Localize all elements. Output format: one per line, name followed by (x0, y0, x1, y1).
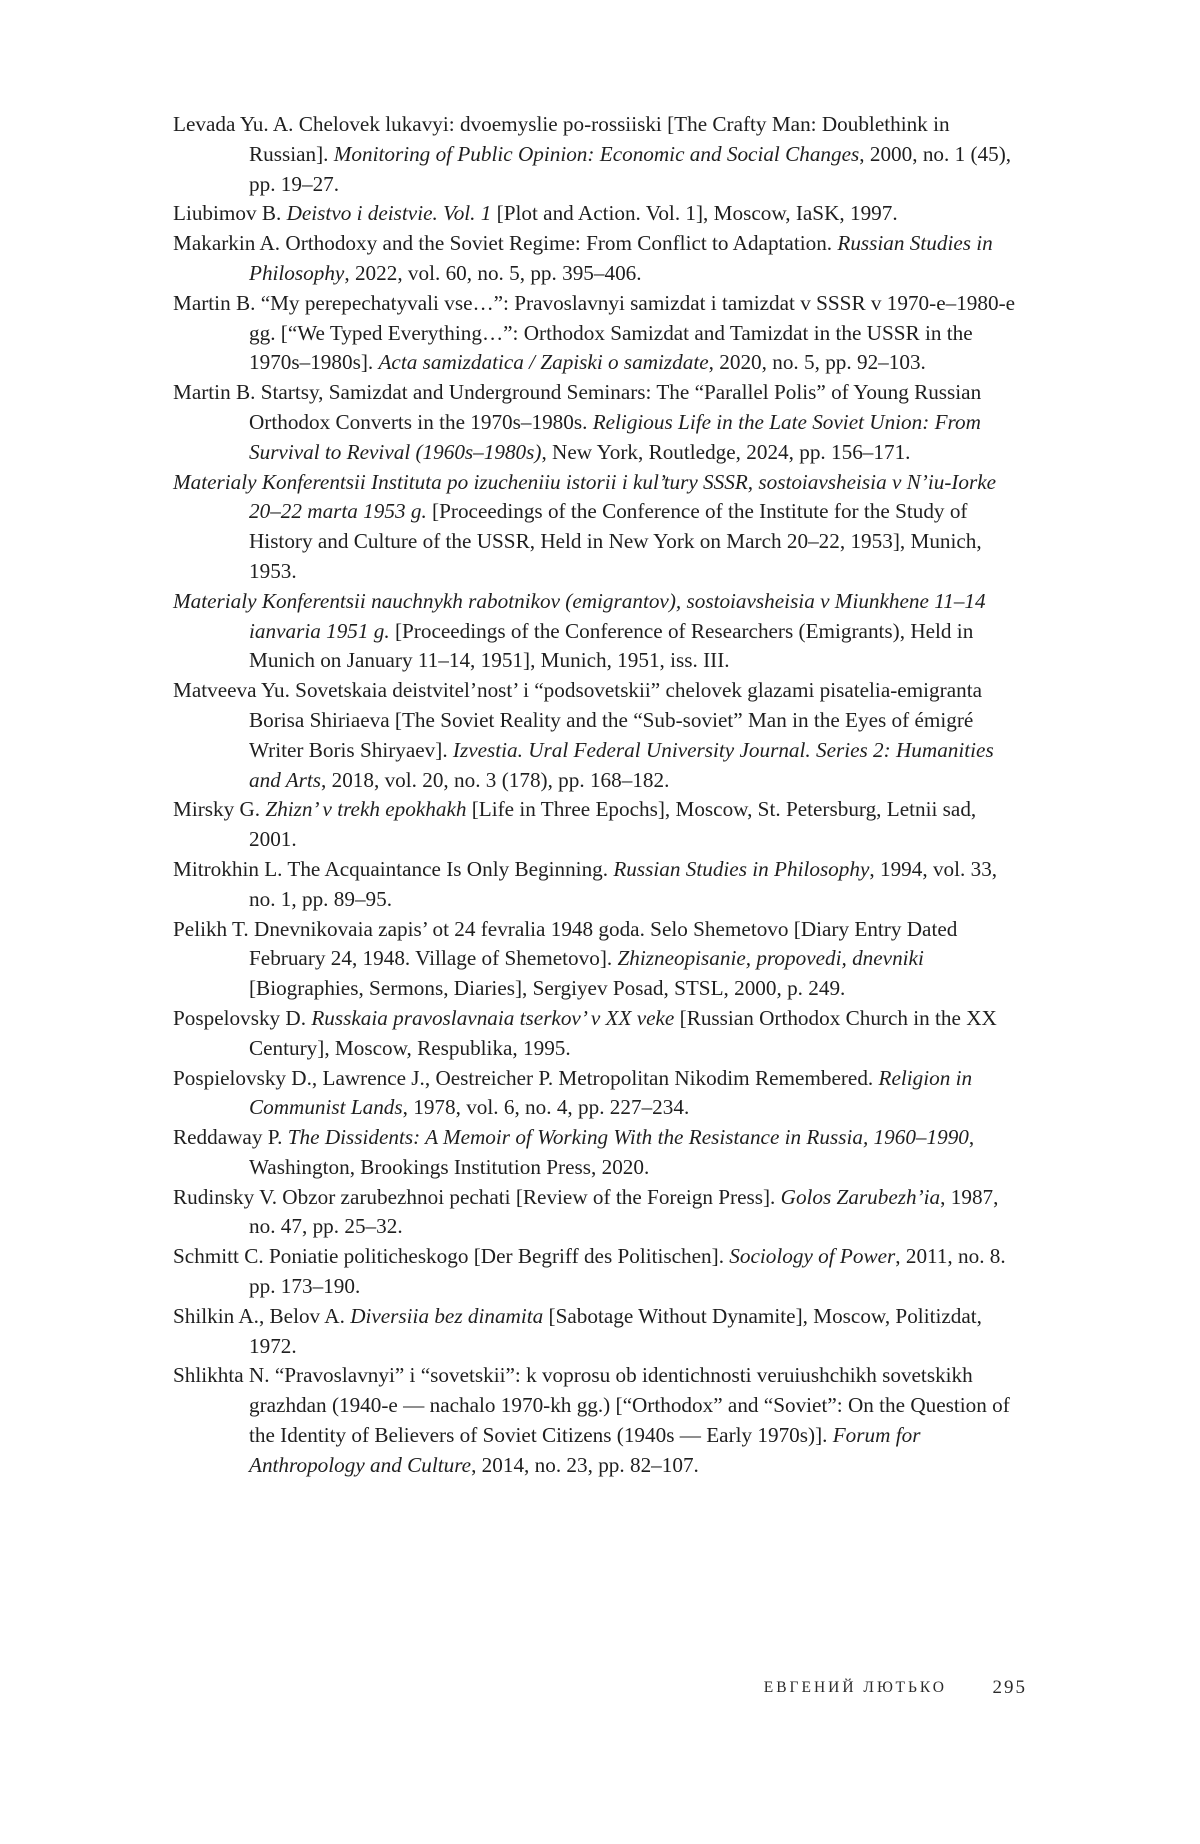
reference-title-italic: Golos Zarubezh’ia (780, 1184, 941, 1209)
reference-title-italic: Zhizneopisanie, propovedi, dnevniki (617, 946, 924, 971)
reference-title-italic: Acta samizdatica / Zapiski o samizdate (378, 350, 709, 375)
reference-text: , 2022, vol. 60, no. 5, pp. 395–406. (344, 260, 642, 285)
reference-title-italic: Zhizn’ v trekh epokhakh (265, 797, 467, 822)
page-footer (0, 1673, 1200, 1703)
reference-text: , 1987, no. 47, pp. 25–32. (249, 1184, 999, 1239)
reference-title-italic: Diversiia bez dinamita (350, 1303, 544, 1328)
reference-list (173, 110, 1027, 1481)
reference-entry (173, 676, 1027, 795)
reference-text: Mitrokhin L. The Acquaintance Is Only Beginning. (173, 856, 614, 881)
reference-title-italic: Izvestia. Ural Federal University Journal. Series 2: Humanities and Arts (249, 737, 994, 792)
reference-text: Matveeva Yu. Sovetskaia deistvitel’nost’ i “podsovetskii” chelovek glazami pisatelia-emigranta Borisa Shiriaeva [The Soviet Reality and the “Sub-soviet” Man in the Eyes of émigré Writer Boris Shiryaev]. (173, 678, 982, 762)
reference-text: , 2014, no. 23, pp. 82–107. (471, 1452, 699, 1477)
reference-entry (173, 1183, 1027, 1243)
reference-text: Martin B. “My perepechatyvali vse…”: Pravoslavnyi samizdat i tamizdat v SSSR v 1970-e–1980-e gg. [“We Typed Everything…”: Orthodox Samizdat and Tamizdat in the USSR in the 1970s–1980s]. (173, 290, 1016, 375)
page-number: 295 (992, 1677, 1027, 1698)
reference-text: Reddaway P. (173, 1125, 288, 1150)
reference-text: , 1994, vol. 33, no. 1, pp. 89–95. (249, 856, 998, 911)
reference-text: [Life in Three Epochs], Moscow, St. Petersburg, Letnii sad, 2001. (249, 797, 977, 852)
reference-title-italic: Sociology of Power (729, 1244, 896, 1269)
reference-entry (173, 289, 1027, 378)
reference-text: , 1978, vol. 6, no. 4, pp. 227–234. (402, 1095, 690, 1120)
reference-entry (173, 1004, 1027, 1064)
reference-entry (173, 229, 1027, 289)
reference-text: [Proceedings of the Conference of Researchers (Emigrants), Held in Munich on January 11–14, 1951], Munich, 1951, iss. III. (249, 618, 974, 673)
reference-text: , 2011, no. 8. pp. 173–190. (249, 1244, 1006, 1299)
reference-text: , Washington, Brookings Institution Press, 2020. (249, 1125, 975, 1179)
reference-entry (173, 587, 1027, 676)
reference-text: Shilkin A., Belov A. (173, 1303, 351, 1328)
reference-text: Makarkin A. Orthodoxy and the Soviet Regime: From Conflict to Adaptation. (173, 231, 838, 256)
reference-entry (173, 378, 1027, 467)
reference-text: Liubimov B. (173, 201, 287, 226)
reference-text: , 2000, no. 1 (45), pp. 19–27. (249, 141, 1012, 196)
reference-text: [Sabotage Without Dynamite], Moscow, Politizdat, 1972. (249, 1303, 982, 1358)
reference-entry (173, 1361, 1027, 1480)
reference-text: Pospelovsky D. (173, 1005, 312, 1030)
reference-title-italic: Russkaia pravoslavnaia tserkov’ v XX veke (311, 1005, 675, 1030)
reference-title-italic: Religious Life in the Late Soviet Union: From Survival to Revival (1960s–1980s) (249, 409, 981, 464)
reference-text: [Proceedings of the Conference of the Institute for the Study of History and Culture of the USSR, Held in New York on March 20–22, 1953], Munich, 1953. (249, 499, 982, 583)
reference-entry (173, 1123, 1027, 1183)
reference-entry (173, 1242, 1027, 1302)
reference-text: Levada Yu. A. Chelovek lukavyi: dvoemyslie po-rossiiski [The Crafty Man: Doublethink in Russian]. (173, 112, 950, 166)
reference-text: [Plot and Action. Vol. 1], Moscow, IaSK, 1997. (491, 201, 898, 226)
reference-text: , New York, Routledge, 2024, pp. 156–171. (541, 439, 911, 464)
reference-text: Mirsky G. (173, 797, 266, 822)
reference-text: [Russian Orthodox Church in the XX Century], Moscow, Respublika, 1995. (249, 1005, 997, 1060)
reference-title-italic: The Dissidents: A Memoir of Working With the Resistance in Russia, 1960–1990 (287, 1125, 969, 1150)
reference-text: Rudinsky V. Obzor zarubezhnoi pechati [Review of the Foreign Press]. (173, 1184, 781, 1209)
reference-title-italic: Monitoring of Public Opinion: Economic and Social Changes (333, 141, 860, 166)
reference-text: Pelikh T. Dnevnikovaia zapis’ ot 24 fevralia 1948 goda. Selo Shemetovo [Diary Entry Dated February 24, 1948. Village of Shemetovo]. (173, 916, 958, 971)
reference-text: Shlikhta N. “Pravoslavnyi” i “sovetskii”: k voprosu ob identichnosti veruiushchikh sovetskikh grazhdan (1940-e — nachalo 1970-kh gg.) [“Orthodox” and “Soviet”: On the Question of the Identity of Believers of Soviet Citizens (1940s — Early 1970s)]. (173, 1363, 1010, 1448)
reference-text: Schmitt C. Poniatie politicheskogo [Der Begriff des Politischen]. (173, 1244, 730, 1269)
reference-entry (173, 1064, 1027, 1124)
reference-entry (173, 915, 1027, 1004)
reference-entry (173, 110, 1027, 199)
reference-entry (173, 199, 1027, 229)
reference-entry (173, 855, 1027, 915)
reference-title-italic: Materialy Konferentsii Instituta po izucheniiu istorii i kul’tury SSSR, sostoiavsheisia v N’iu-Iorke 20–22 marta 1953 g. (173, 469, 997, 524)
reference-title-italic: Russian Studies in Philosophy (613, 856, 870, 881)
reference-text: Martin B. Startsy, Samizdat and Underground Seminars: The “Parallel Polis” of Young Russian Orthodox Converts in the 1970s–1980s. (173, 380, 982, 434)
reference-entry (173, 795, 1027, 855)
reference-title-italic: Materialy Konferentsii nauchnykh rabotnikov (emigrantov), sostoiavsheisia v Miunkhene 11–14 ianvaria 1951 g. (173, 588, 986, 643)
reference-text: , 2018, vol. 20, no. 3 (178), pp. 168–182. (321, 767, 670, 792)
running-head: ЕВГЕНИЙ ЛЮТЬКО (763, 1679, 947, 1696)
reference-entry (173, 468, 1027, 587)
reference-entry (173, 1302, 1027, 1362)
reference-text: Pospielovsky D., Lawrence J., Oestreicher P. Metropolitan Nikodim Remembered. (173, 1065, 879, 1090)
reference-text: , 2020, no. 5, pp. 92–103. (708, 350, 926, 375)
reference-title-italic: Deistvo i deistvie. Vol. 1 (286, 201, 492, 226)
reference-title-italic: Religion in Communist Lands (249, 1065, 973, 1120)
reference-text: [Biographies, Sermons, Diaries], Sergiyev Posad, STSL, 2000, p. 249. (249, 976, 846, 1001)
reference-title-italic: Forum for Anthropology and Culture (249, 1423, 921, 1477)
reference-title-italic: Russian Studies in Philosophy (249, 231, 993, 285)
